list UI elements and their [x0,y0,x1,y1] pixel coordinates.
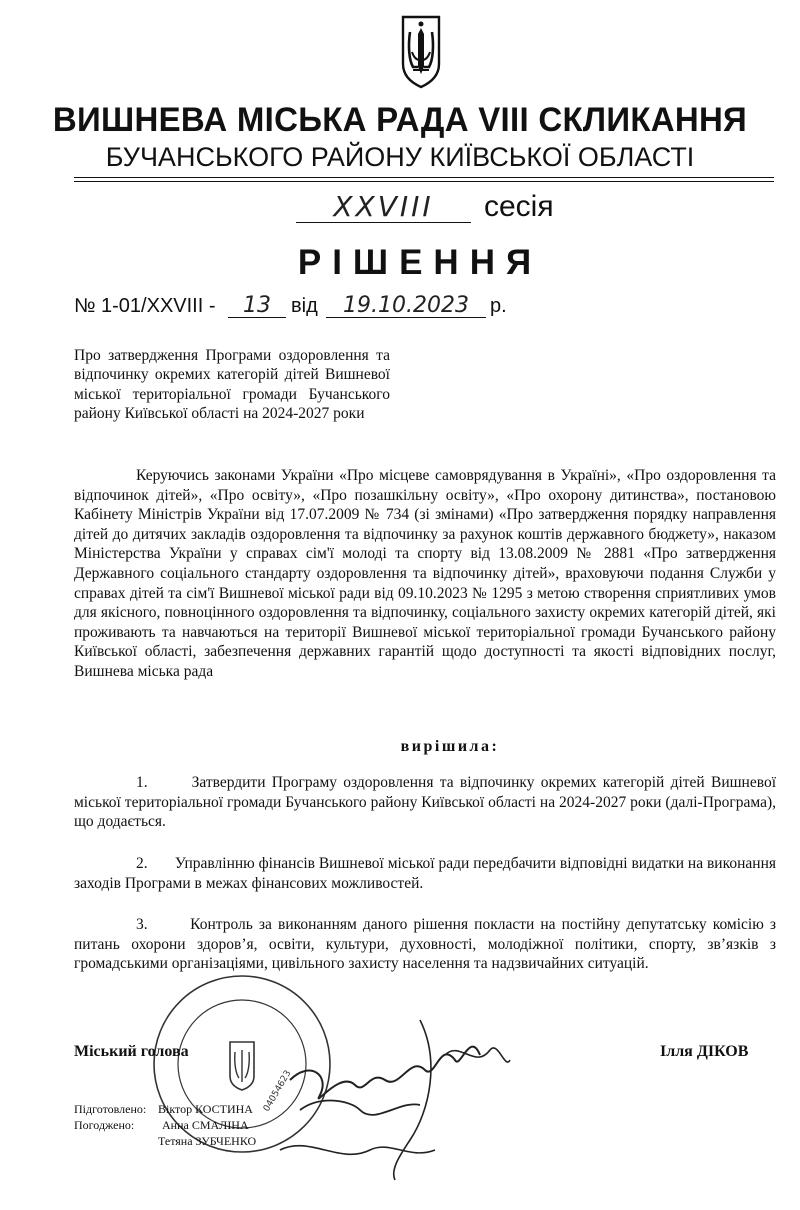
item-number: 2. [136,855,148,872]
date-from-label: від [291,295,318,317]
session-number: XXVIII [333,190,434,223]
signatory-name: Ілля ДІКОВ [660,1043,749,1060]
prepared-name: Віктор КОСТИНА [158,1102,253,1116]
date-suffix: р. [490,295,507,317]
document-title: РІШЕННЯ [297,243,543,282]
council-subtitle: БУЧАНСЬКОГО РАЙОНУ КИЇВСЬКОЇ ОБЛАСТІ [105,142,695,172]
number-underline [228,317,286,318]
session-underline [296,222,471,223]
stamp-code: 04054623 [261,1068,294,1114]
decision-number: 13 [243,293,271,318]
header-divider [74,177,774,178]
item-number: 3. [136,916,148,933]
prepared-label: Підготовлено: [74,1102,147,1116]
list-item [74,773,776,832]
resolved-heading: вирішила: [400,738,500,755]
handwritten-signatures [260,1000,560,1200]
signatory-position: Міський голова [74,1043,189,1060]
council-title: ВИШНЕВА МІСЬКА РАДА VIII СКЛИКАННЯ [52,101,748,139]
list-item [74,854,776,893]
header-divider [74,181,774,182]
item-text: Контроль за виконанням даного рішення покласти на постійну депутатську комісію з питань охорони здоров’я, освіти, культури, духовності, молодіжної політики, спорту, зв’язків з громадськими організаціями, цивільного захисту населення та надзвичайних ситуацій. [74,916,777,973]
agreed-name: Анна СМАЛІНА [162,1118,249,1132]
agreed-name: Тетяна ЗУБЧЕНКО [158,1134,257,1148]
decision-subject: Про затвердження Програми оздоровлення та відпочинку окремих категорій дітей Вишневої міської територіальної громади Бучанського району Київської області на 2024-2027 роки [74,347,390,423]
date-underline [326,317,486,318]
preamble-paragraph: Керуючись законами України «Про місцеве самоврядування в Україні», «Про оздоровлення та відпочинок дітей», «Про освіту», «Про позашкільну освіту», «Про охорону дитинства», постановою Кабінету Міністрів України від 17.07.2009 № 734 (зі змінами) «Про затвердження порядку направлення дітей до дитячих закладів оздоровлення та відпочинку за рахунок коштів державного бюджету», наказом Міністерства України у справах сім'ї молоді та спорту від 13.08.2009 № 2881 «Про затвердження Державного соціального стандарту оздоровлення та відпочинку дітей», враховуючи подання Служби у справах дітей та сім'ї Вишневої міської ради від 09.10.2023 № 1295 з метою створення сприятливих умов для якісного, повноцінного оздоровлення та відпочинку, соціального захисту окремих категорій дітей, які проживають та навчаються на території Вишневої міської територіальної громади Бучанського району Київської області, забезпечення державних гарантій щодо доступності та якості відповідних послуг, Вишнева міська рада [74,467,776,680]
decision-date: 19.10.2023 [343,293,469,318]
item-text: Управлінню фінансів Вишневої міської ради передбачити відповідні видатки на виконання заходів Програми в межах фінансових можливостей. [74,855,776,892]
decision-number-prefix: № 1-01/XXVIII - [74,295,216,317]
list-item [74,915,776,974]
coat-of-arms-icon [398,12,444,90]
item-text: Затвердити Програму оздоровлення та відпочинку окремих категорій дітей Вишневої міської територіальної громади Бучанського району Київської області на 2024-2027 роки (далі-Програма), що додається. [74,774,777,831]
item-number: 1. [136,774,148,791]
session-label: сесія [484,190,554,223]
agreed-label: Погоджено: [74,1118,135,1132]
